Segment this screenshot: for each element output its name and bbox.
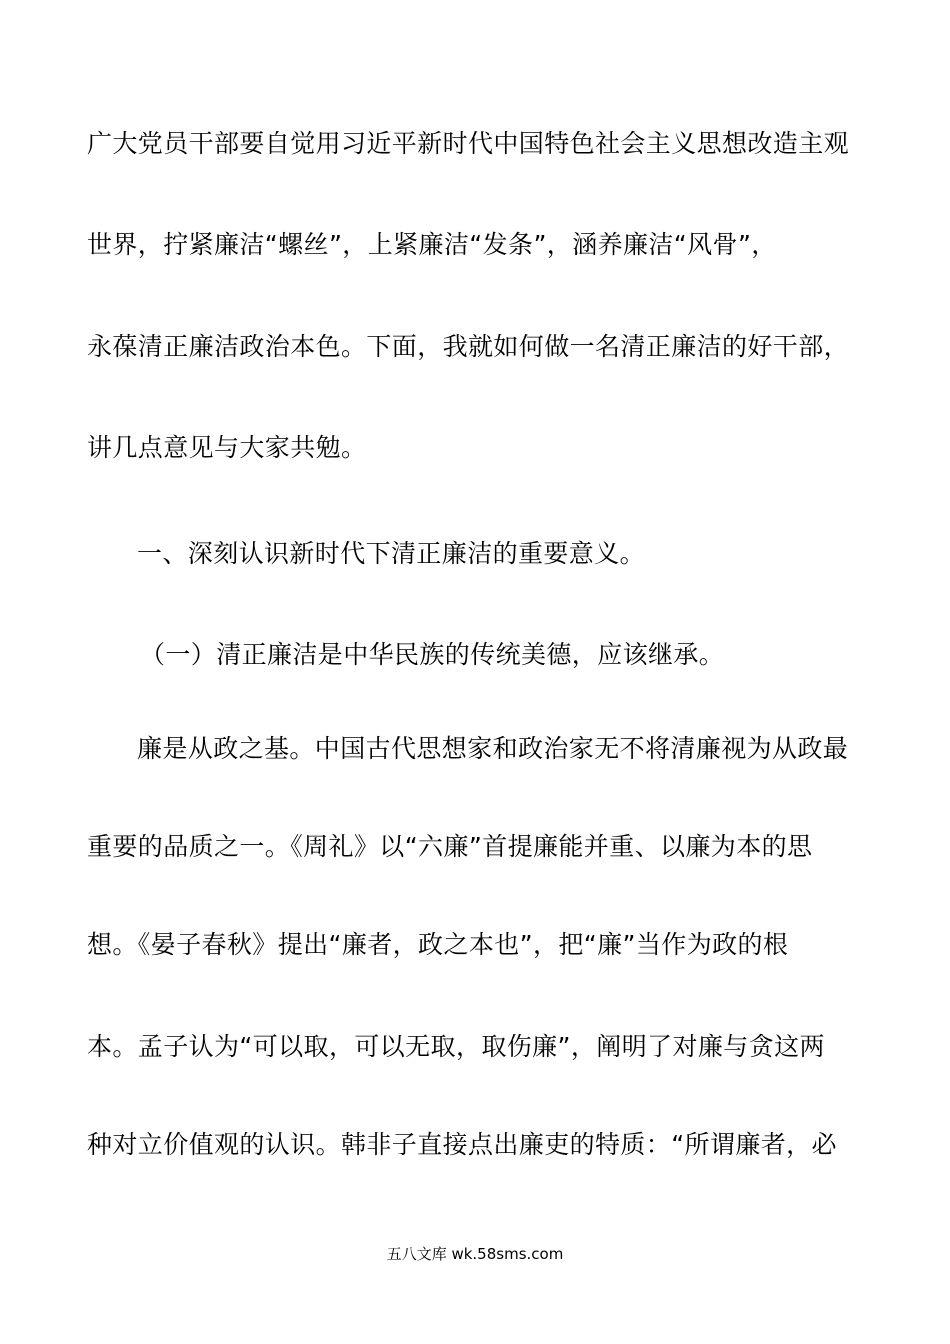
paragraph-line: 本。孟子认为“可以取，可以无取，取伤廉”，阐明了对廉与贪这两 (87, 1032, 825, 1061)
subsection-heading: （一）清正廉洁是中华民族的传统美德，应该继承。 (140, 640, 725, 669)
paragraph-line: 广大党员干部要自觉用习近平新时代中国特色社会主义思想改造主观 (87, 129, 850, 158)
paragraph-line: 重要的品质之一。《周礼》以“六廉”首提廉能并重、以廉为本的思 (87, 832, 813, 861)
footer-watermark: 五八文库 wk.58sms.com (386, 1245, 564, 1263)
paragraph-line: 世界，拧紧廉洁“螺丝”，上紧廉洁“发条”，涵养廉洁“风骨”， (87, 230, 777, 259)
paragraph-line: 想。《晏子春秋》提出“廉者，政之本也”，把“廉”当作为政的根 (87, 930, 789, 959)
section-heading: 一、深刻认识新时代下清正廉洁的重要意义。 (137, 539, 646, 568)
paragraph-line: 廉是从政之基。中国古代思想家和政治家无不将清廉视为从政最 (137, 734, 849, 763)
paragraph-line: 种对立价值观的认识。韩非子直接点出廉吏的特质：“所谓廉者，必 (87, 1130, 837, 1159)
paragraph-line: 讲几点意见与大家共勉。 (87, 433, 367, 462)
paragraph-line: 永葆清正廉洁政治本色。下面，我就如何做一名清正廉洁的好干部， (87, 332, 850, 361)
